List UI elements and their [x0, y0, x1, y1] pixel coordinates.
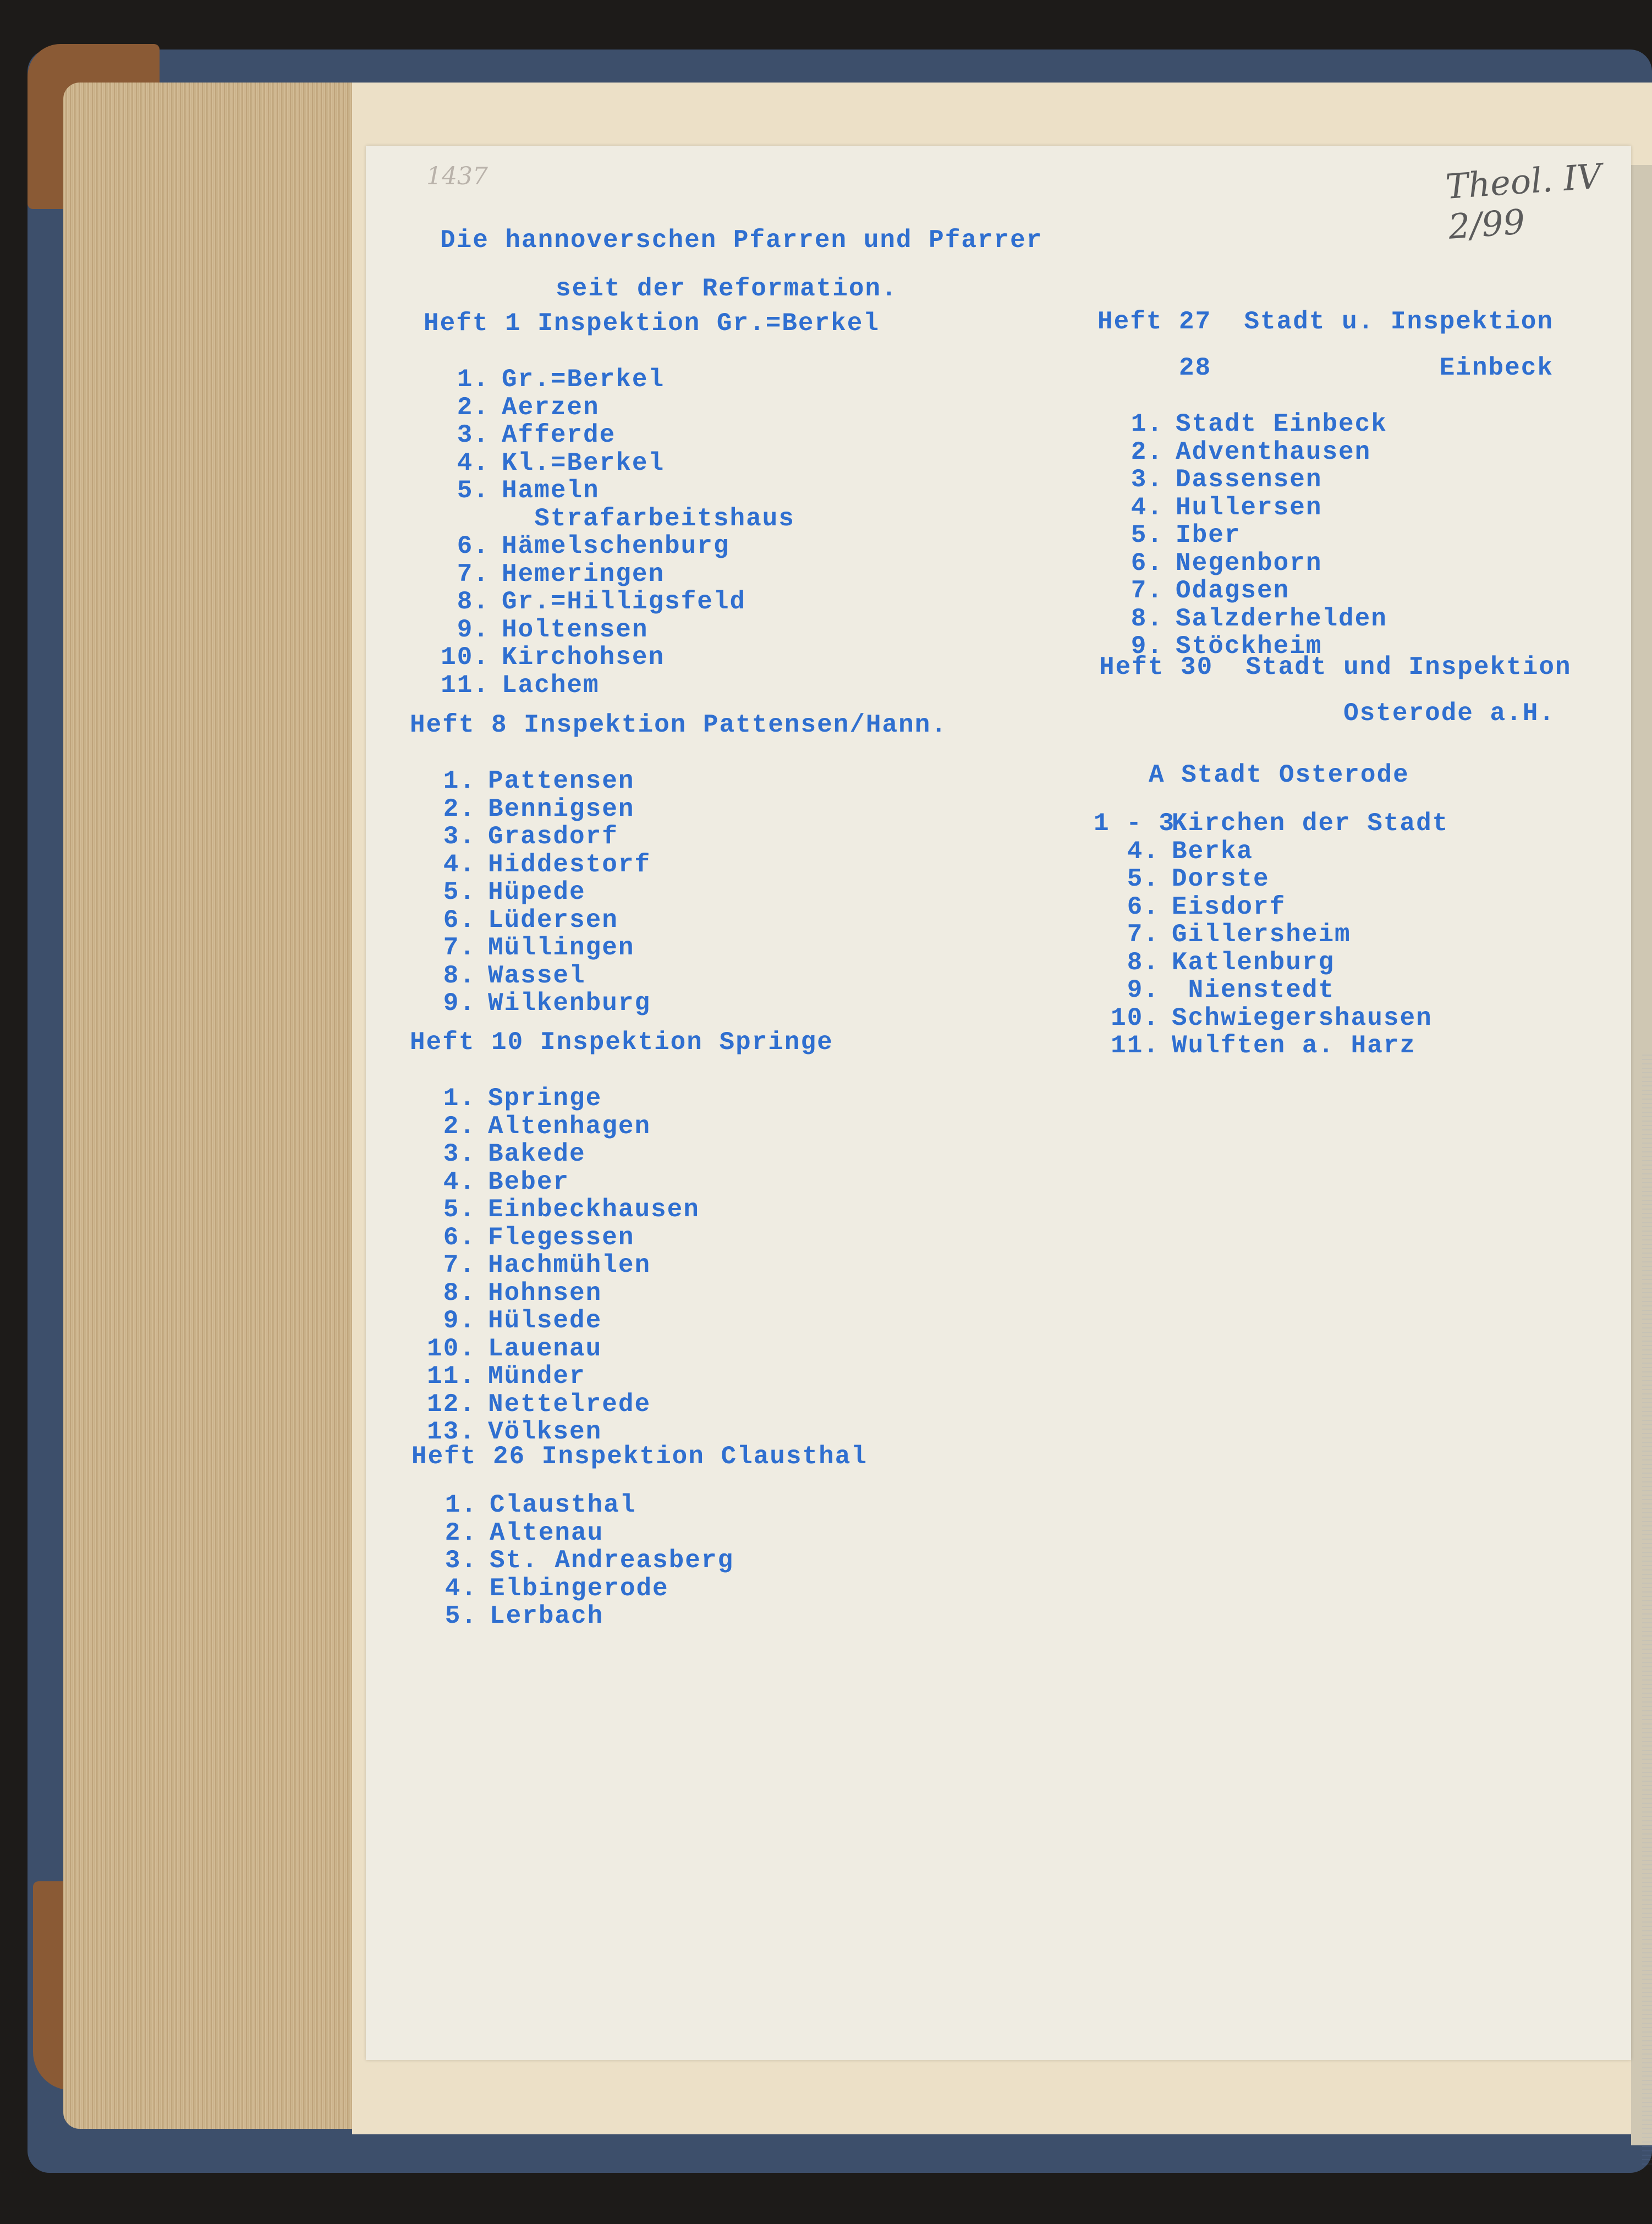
parish-list	[410, 767, 947, 1018]
parish-name: Gr.=Hilligsfeld	[502, 587, 747, 616]
item-number: 6.	[1130, 548, 1163, 578]
parish-name: Adventhausen	[1176, 437, 1371, 466]
section-heading-line-1: Heft 27 Stadt u. Inspektion	[1097, 307, 1554, 336]
item-number: 2.	[1130, 437, 1163, 466]
list-item	[410, 1363, 833, 1391]
list-item	[411, 1602, 868, 1630]
item-number: 1.	[444, 1491, 478, 1519]
item-number: 3.	[457, 421, 490, 449]
parish-list	[410, 1085, 833, 1446]
section-heading: Heft 8 Inspektion Pattensen/Hann.	[410, 711, 947, 739]
item-number: 2.	[457, 393, 490, 422]
ink-bleed-through	[1642, 1053, 1652, 2165]
list-item	[1097, 410, 1554, 438]
list-item	[1094, 921, 1572, 949]
list-item	[1094, 893, 1572, 921]
parish-name: Altenhagen	[488, 1112, 651, 1141]
list-item	[1094, 1032, 1572, 1060]
item-number: 7.	[1127, 920, 1160, 949]
item-number: 6.	[443, 1223, 476, 1252]
section-heft-30	[1094, 633, 1572, 1070]
parish-name: Nienstedt	[1172, 976, 1335, 1004]
list-item	[424, 477, 880, 505]
parish-name: Berka	[1172, 837, 1254, 866]
item-number: 2.	[443, 794, 476, 823]
list-item	[410, 795, 947, 823]
item-number: 5.	[443, 1195, 476, 1224]
parish-name: Hiddestorf	[488, 850, 651, 879]
item-number: 10.	[441, 643, 490, 672]
parish-name: Clausthal	[490, 1491, 636, 1519]
item-number: 5.	[443, 878, 476, 907]
parish-name: Gillersheim	[1172, 920, 1351, 949]
item-number: 11.	[427, 1362, 476, 1391]
list-item	[424, 588, 880, 616]
item-number: 8.	[1127, 948, 1160, 977]
parish-name: Beber	[488, 1167, 570, 1196]
parish-name: St. Andreasberg	[490, 1546, 734, 1575]
section-subheading: A Stadt Osterode	[1149, 761, 1409, 789]
list-item	[410, 907, 947, 935]
list-item	[410, 1168, 833, 1196]
list-item	[1097, 438, 1554, 466]
parish-name: Flegessen	[488, 1223, 635, 1252]
item-number: 5.	[1130, 521, 1163, 550]
list-item	[1097, 494, 1554, 522]
page-edges	[63, 83, 360, 2129]
item-number: 8.	[457, 587, 490, 616]
item-number: 1.	[457, 365, 490, 394]
list-item	[410, 1224, 833, 1252]
item-number: 9.	[443, 1306, 476, 1335]
parish-name: Bakede	[488, 1140, 586, 1168]
parish-name: Hülsede	[488, 1306, 602, 1335]
parish-name: Wilkenburg	[488, 989, 651, 1018]
item-number: 3.	[1130, 465, 1163, 494]
parish-name: Elbingerode	[490, 1574, 669, 1603]
list-item	[424, 644, 880, 672]
list-item	[1097, 521, 1554, 550]
parish-name: Eisdorf	[1172, 892, 1286, 921]
parish-name: Kl.=Berkel	[502, 448, 665, 477]
list-item	[411, 1491, 868, 1519]
list-item	[424, 505, 880, 533]
item-number: 2.	[444, 1518, 478, 1547]
list-item	[424, 394, 880, 422]
parish-name: Dorste	[1172, 865, 1270, 893]
item-number: 9.	[457, 615, 490, 644]
list-item	[410, 851, 947, 879]
item-number: 8.	[443, 1278, 476, 1308]
parish-name: Negenborn	[1176, 548, 1322, 578]
item-number: 9.	[1127, 976, 1160, 1004]
item-number: 4.	[443, 1167, 476, 1196]
item-number: 6.	[443, 905, 476, 935]
list-item	[410, 1307, 833, 1335]
parish-name: Hüpede	[488, 878, 586, 907]
item-number: 1.	[443, 767, 476, 795]
parish-name: Kirchohsen	[502, 643, 665, 672]
item-number: 4.	[1127, 837, 1160, 866]
item-number: 7.	[443, 933, 476, 962]
section-heft-27-28	[1097, 287, 1554, 671]
title-line-1: Die hannoverschen Pfarren und Pfarrer	[440, 226, 1043, 255]
section-heading-line-2: Osterode a.H.	[1099, 699, 1555, 728]
list-item	[1094, 865, 1572, 893]
parish-name: Strafarbeitshaus	[502, 504, 795, 533]
parish-name: Altenau	[490, 1518, 604, 1547]
list-item	[410, 1085, 833, 1113]
parish-name: Odagsen	[1176, 576, 1290, 605]
item-number: 4.	[457, 448, 490, 477]
parish-name: Katlenburg	[1172, 948, 1335, 977]
list-item	[424, 561, 880, 589]
item-number: 7.	[457, 559, 490, 589]
parish-name: Kirchen der Stadt	[1172, 809, 1449, 838]
parish-name: Hachmühlen	[488, 1251, 651, 1280]
parish-name: Münder	[488, 1362, 586, 1391]
parish-name: Aerzen	[502, 393, 600, 422]
item-number: 3.	[443, 822, 476, 851]
list-item	[410, 1335, 833, 1363]
item-number: 9.	[443, 989, 476, 1018]
list-item	[1094, 1004, 1572, 1033]
list-item	[410, 1391, 833, 1419]
list-item	[1097, 605, 1554, 633]
parish-name: Müllingen	[488, 933, 635, 962]
list-item	[424, 616, 880, 644]
handwritten-shelfmark: Theol. IV 2/99	[1444, 156, 1603, 247]
parish-name: Bennigsen	[488, 794, 635, 823]
parish-list	[411, 1491, 868, 1630]
item-number: 4.	[444, 1574, 478, 1603]
list-item	[1094, 949, 1572, 977]
parish-name: Hameln	[502, 476, 600, 505]
parish-name: Dassensen	[1176, 465, 1322, 494]
parish-name: Lerbach	[490, 1602, 604, 1630]
title-line-2: seit der Reformation.	[556, 274, 898, 303]
list-item	[1094, 838, 1572, 866]
item-number: 1.	[1130, 410, 1163, 438]
list-item	[424, 421, 880, 449]
parish-name: Stadt Einbeck	[1176, 410, 1387, 438]
section-heft-26	[411, 1422, 868, 1640]
item-number: 4.	[1130, 493, 1163, 522]
parish-name: Grasdorf	[488, 822, 618, 851]
list-item	[1097, 550, 1554, 578]
parish-name: Wassel	[488, 961, 586, 990]
item-number: 11.	[441, 671, 490, 700]
item-number: 2.	[443, 1112, 476, 1141]
parish-name: Nettelrede	[488, 1390, 651, 1419]
list-item	[410, 767, 947, 795]
parish-name: Hohnsen	[488, 1278, 602, 1308]
section-heading: Heft 1 Inspektion Gr.=Berkel	[424, 309, 880, 338]
parish-list	[1097, 410, 1554, 661]
parish-name: Völksen	[488, 1418, 602, 1446]
list-item	[424, 366, 880, 394]
item-number: 10.	[427, 1334, 476, 1363]
parish-name: Wulften a. Harz	[1172, 1031, 1417, 1060]
section-heft-8	[410, 690, 947, 1028]
list-item	[1094, 810, 1572, 838]
item-number: 10.	[1111, 1003, 1160, 1033]
item-number: 3.	[444, 1546, 478, 1575]
item-number: 6.	[457, 532, 490, 561]
list-item	[424, 449, 880, 477]
list-item	[410, 962, 947, 990]
list-item	[410, 1280, 833, 1308]
item-number: 8.	[443, 961, 476, 990]
page-number: 1437	[426, 162, 488, 190]
parish-name: Salzderhelden	[1176, 604, 1387, 633]
parish-name: Springe	[488, 1084, 602, 1113]
item-number: 8.	[1130, 604, 1163, 633]
parish-name: Hullersen	[1176, 493, 1322, 522]
section-heading: Heft 10 Inspektion Springe	[410, 1028, 833, 1057]
parish-name: Iber	[1176, 521, 1241, 550]
item-number: 13.	[427, 1418, 476, 1446]
list-item	[410, 823, 947, 851]
list-item	[411, 1575, 868, 1603]
parish-name: Schwiegershausen	[1172, 1003, 1433, 1033]
parish-list	[1094, 810, 1572, 1060]
item-number: 1.	[443, 1084, 476, 1113]
section-heading: Heft 26 Inspektion Clausthal	[411, 1442, 868, 1471]
parish-name: Stöckheim	[1176, 632, 1322, 661]
item-number: 5.	[1127, 865, 1160, 893]
list-item	[1097, 577, 1554, 605]
parish-name: Hemeringen	[502, 559, 665, 589]
list-item	[410, 878, 947, 907]
item-number: 7.	[1130, 576, 1163, 605]
parish-list	[424, 366, 880, 699]
list-item	[410, 1251, 833, 1280]
list-item	[1094, 976, 1572, 1004]
section-heading-line-2: 28 Einbeck	[1097, 354, 1554, 382]
section-heading-line-1: Heft 30 Stadt und Inspektion	[1099, 653, 1572, 682]
list-item	[410, 1140, 833, 1168]
list-item	[411, 1519, 868, 1547]
item-number: 9.	[1130, 632, 1163, 661]
item-number: 6.	[1127, 892, 1160, 921]
item-number: 5.	[444, 1602, 478, 1630]
parish-name: Afferde	[502, 421, 616, 449]
parish-name: Lauenau	[488, 1334, 602, 1363]
parish-name: Hämelschenburg	[502, 532, 730, 561]
list-item	[1097, 466, 1554, 494]
parish-name: Lüdersen	[488, 905, 618, 935]
item-number: 1 - 3	[1094, 809, 1176, 838]
list-item	[410, 1113, 833, 1141]
item-number: 4.	[443, 850, 476, 879]
parish-name: Pattensen	[488, 767, 635, 795]
list-item	[411, 1547, 868, 1575]
section-heft-1	[424, 289, 880, 709]
parish-name: Gr.=Berkel	[502, 365, 665, 394]
list-item	[410, 1196, 833, 1224]
parish-name: Einbeckhausen	[488, 1195, 700, 1224]
list-item	[410, 934, 947, 962]
item-number: 5.	[457, 476, 490, 505]
section-heft-10	[410, 1008, 833, 1456]
item-number: 12.	[427, 1390, 476, 1419]
item-number: 3.	[443, 1140, 476, 1168]
item-number: 11.	[1111, 1031, 1160, 1060]
parish-name: Lachem	[502, 671, 600, 700]
parish-name: Holtensen	[502, 615, 649, 644]
list-item	[424, 532, 880, 561]
item-number: 7.	[443, 1251, 476, 1280]
